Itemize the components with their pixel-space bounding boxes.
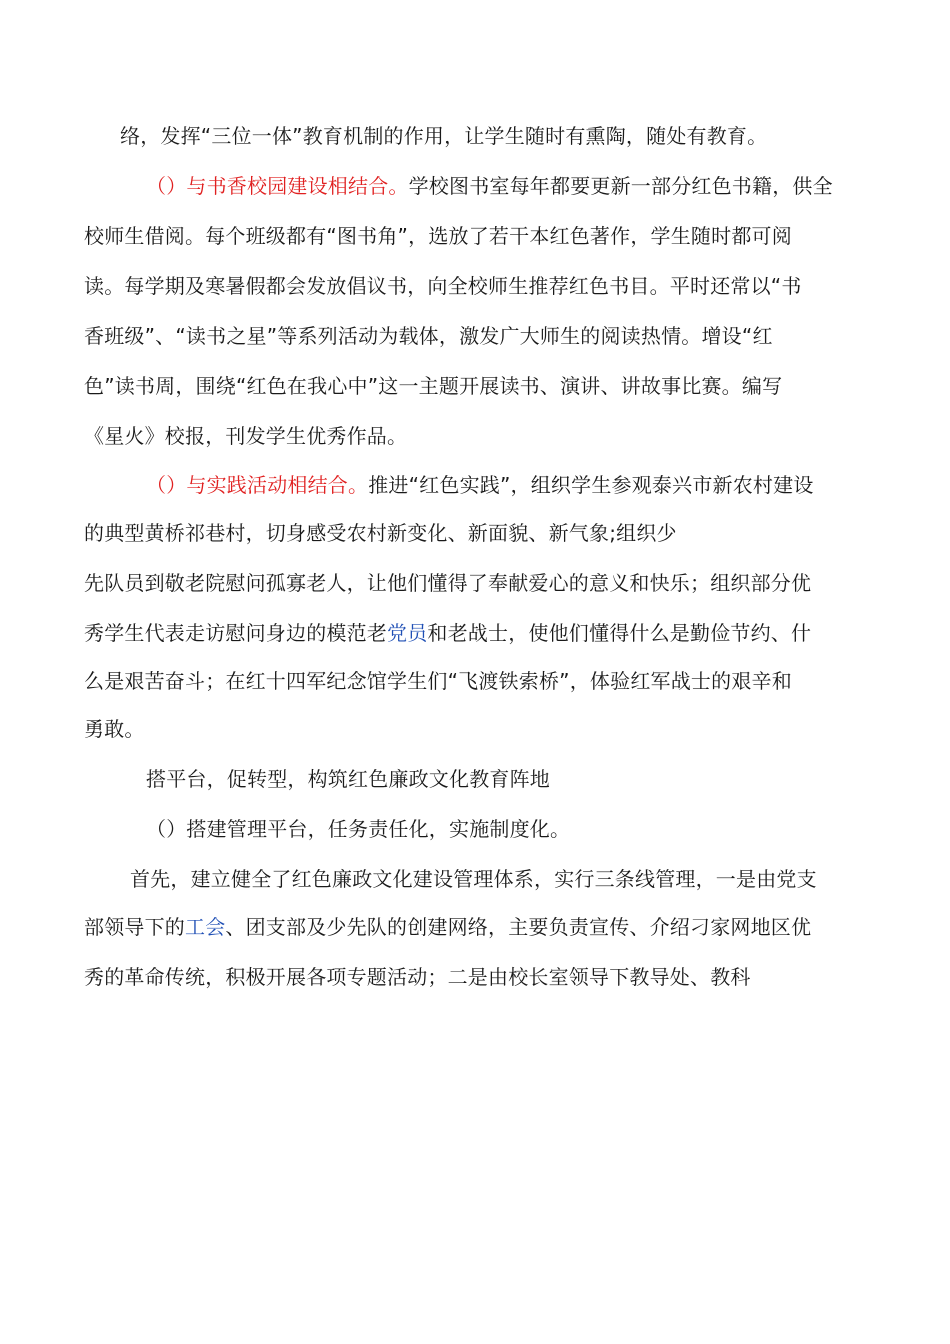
paragraph-line [146, 814, 874, 844]
text-run: 的典型黄桥祁巷村，切身感受农村新变化、新面貌、新气象;组织少 [84, 521, 677, 545]
paragraph-line [84, 271, 874, 301]
paragraph-line [84, 321, 874, 351]
text-run: 、团支部及少先队的创建网络，主要负责宣传、介绍刁家网地区优 [225, 915, 812, 939]
text-run: 学校图书室每年都要更新一部分红色书籍，供全 [408, 174, 833, 198]
section-heading-red: （）与书香校园建设相结合。 [146, 174, 409, 198]
paragraph-line [84, 518, 874, 548]
text-run: 先队员到敬老院慰问孤寡老人，让他们懂得了奉献爱心的意义和快乐；组织部分优 [84, 571, 812, 595]
text-run: 秀的革命传统，积极开展各项专题活动；二是由校长室领导下教导处、教科 [84, 965, 751, 989]
text-run: 络，发挥“三位一体”教育机制的作用，让学生随时有熏陶，随处有教育。 [120, 124, 768, 148]
paragraph-line [84, 221, 874, 251]
keyword-link[interactable]: 党员 [387, 621, 428, 645]
keyword-link[interactable]: 工会 [185, 915, 226, 939]
paragraph-line [84, 714, 874, 744]
text-run: 色”读书周，围绕“红色在我心中”这一主题开展读书、演讲、讲故事比赛。编写 [84, 374, 783, 398]
text-run: 搭平台，促转型，构筑红色廉政文化教育阵地 [146, 767, 550, 791]
text-run: 部领导下的 [84, 915, 185, 939]
paragraph-line [84, 962, 874, 992]
paragraph-line [84, 568, 874, 598]
paragraph-line [146, 171, 874, 201]
paragraph-line [84, 371, 874, 401]
text-run: （）搭建管理平台，任务责任化，实施制度化。 [146, 817, 571, 841]
text-run: 校师生借阅。每个班级都有“图书角”，选放了若干本红色著作，学生随时都可阅 [84, 224, 792, 248]
text-run: 《星火》校报，刊发学生优秀作品。 [84, 424, 408, 448]
paragraph-line [146, 470, 874, 500]
text-run: 读。每学期及寒暑假都会发放倡议书，向全校师生推荐红色书目。平时还常以“书 [84, 274, 802, 298]
paragraph-line [120, 121, 874, 151]
paragraph-line [84, 421, 874, 451]
paragraph-line [84, 912, 874, 942]
text-run: 和老战士，使他们懂得什么是勤俭节约、什 [427, 621, 812, 645]
paragraph-line [84, 618, 874, 648]
text-run: 么是艰苦奋斗；在红十四军纪念馆学生们“飞渡铁索桥”，体验红军战士的艰辛和 [84, 669, 792, 693]
paragraph-line [130, 864, 874, 894]
text-run: 勇敢。 [84, 717, 145, 741]
section-title [146, 764, 874, 794]
text-run: 香班级”、“读书之星”等系列活动为载体，激发广大师生的阅读热情。增设“红 [84, 324, 773, 348]
text-run: 秀学生代表走访慰问身边的模范老 [84, 621, 387, 645]
text-run: 推进“红色实践”，组织学生参观泰兴市新农村建设 [368, 473, 814, 497]
text-run: 首先，建立健全了红色廉政文化建设管理体系，实行三条线管理，一是由党支 [130, 867, 817, 891]
section-heading-red: （）与实践活动相结合。 [146, 473, 369, 497]
paragraph-line [84, 666, 874, 696]
